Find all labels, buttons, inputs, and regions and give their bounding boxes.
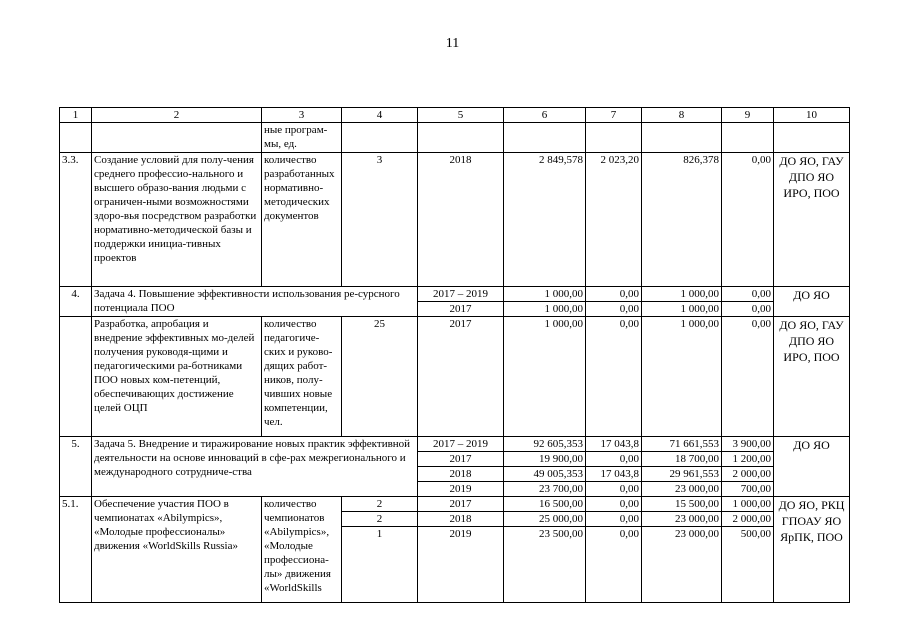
- table-row: [60, 497, 850, 512]
- funding-cell: 23 000,00: [642, 512, 722, 527]
- indicator-value: 1: [342, 527, 418, 603]
- funding-cell: 0,00: [722, 302, 774, 317]
- responsible-cell: ДО ЯО, ГАУ ДПО ЯО ИРО, ПОО: [774, 153, 850, 287]
- responsible-cell: ДО ЯО, РКЦ ГПОАУ ЯО ЯрПК, ПОО: [774, 497, 850, 603]
- task-title: Задача 5. Внедрение и тиражирование новых практик эффективной деятельности на основе инноваций в сфе-рах межрегионального и международного сотрудниче-ства: [92, 437, 418, 497]
- page-number: 11: [445, 36, 460, 51]
- total-cell: 1 000,00: [504, 317, 586, 437]
- total-cell: 16 500,00: [504, 497, 586, 512]
- indicator-cell: количество чемпионатов «Abilympics», «Молодые профессиона-лы» движения «WorldSkills: [262, 497, 342, 603]
- funding-cell: 15 500,00: [642, 497, 722, 512]
- header-cell: 3: [262, 108, 342, 123]
- header-cell: 7: [586, 108, 642, 123]
- funding-cell: 1 000,00: [642, 302, 722, 317]
- indicator-value: 2: [342, 497, 418, 512]
- funding-cell: 17 043,8: [586, 437, 642, 452]
- funding-cell: 23 000,00: [642, 482, 722, 497]
- year-cell: 2017 – 2019: [418, 437, 504, 452]
- table-row: [60, 123, 850, 153]
- year-cell: 2017 – 2019: [418, 287, 504, 302]
- measure-name: Разработка, апробация и внедрение эффективных мо-делей получения руководя-щими и педагогическими ра-ботниками ПОО новых ком-петенций, обеспечивающих достижение целей ОЦП: [92, 317, 262, 437]
- funding-cell: 700,00: [722, 482, 774, 497]
- funding-cell: 826,378: [642, 153, 722, 287]
- total-cell: 2 849,578: [504, 153, 586, 287]
- funding-cell: 0,00: [586, 452, 642, 467]
- funding-cell: 1 000,00: [722, 497, 774, 512]
- total-cell: 92 605,353: [504, 437, 586, 452]
- funding-cell: 3 900,00: [722, 437, 774, 452]
- total-cell: 1 000,00: [504, 302, 586, 317]
- year-cell: 2017: [418, 317, 504, 437]
- header-cell: 5: [418, 108, 504, 123]
- header-cell: 8: [642, 108, 722, 123]
- indicator-cell: количество разработанных нормативно-методических документов: [262, 153, 342, 287]
- year-cell: 2019: [418, 482, 504, 497]
- indicator-value: 25: [342, 317, 418, 437]
- funding-cell: 0,00: [586, 302, 642, 317]
- total-cell: 1 000,00: [504, 287, 586, 302]
- measure-name: Создание условий для полу-чения среднего профессио-нального и высшего образо-вания людьми с ограничен-ными возможностями здоро-вья посредством разработки нормативно-методической базы и поддержки инициа-тивных проектов: [92, 153, 262, 287]
- header-cell: 2: [92, 108, 262, 123]
- total-cell: 19 900,00: [504, 452, 586, 467]
- table-row: [60, 287, 850, 302]
- row-number: 5.1.: [60, 497, 92, 603]
- funding-cell: 0,00: [586, 287, 642, 302]
- total-cell: 49 005,353: [504, 467, 586, 482]
- funding-cell: 0,00: [722, 317, 774, 437]
- funding-cell: 500,00: [722, 527, 774, 603]
- row-number: 3.3.: [60, 153, 92, 287]
- year-cell: 2018: [418, 153, 504, 287]
- funding-cell: 1 200,00: [722, 452, 774, 467]
- header-cell: 9: [722, 108, 774, 123]
- total-cell: 25 000,00: [504, 512, 586, 527]
- year-cell: 2017: [418, 302, 504, 317]
- funding-cell: 0,00: [586, 512, 642, 527]
- responsible-cell: ДО ЯО: [774, 437, 850, 497]
- total-cell: 23 700,00: [504, 482, 586, 497]
- year-cell: 2019: [418, 527, 504, 603]
- year-cell: 2018: [418, 467, 504, 482]
- header-cell: 4: [342, 108, 418, 123]
- funding-cell: 0,00: [722, 287, 774, 302]
- funding-cell: 17 043,8: [586, 467, 642, 482]
- funding-cell: 0,00: [586, 527, 642, 603]
- funding-cell: 18 700,00: [642, 452, 722, 467]
- funding-cell: 2 023,20: [586, 153, 642, 287]
- funding-cell: 2 000,00: [722, 512, 774, 527]
- indicator-value: 2: [342, 512, 418, 527]
- table-row: [60, 317, 850, 437]
- funding-cell: 2 000,00: [722, 467, 774, 482]
- year-cell: 2018: [418, 512, 504, 527]
- year-cell: 2017: [418, 497, 504, 512]
- indicator-cell: ные програм-мы, ед.: [262, 123, 342, 153]
- table-row: [60, 153, 850, 287]
- funding-cell: 1 000,00: [642, 317, 722, 437]
- header-cell: 10: [774, 108, 850, 123]
- table-row: [60, 437, 850, 452]
- responsible-cell: ДО ЯО, ГАУ ДПО ЯО ИРО, ПОО: [774, 317, 850, 437]
- funding-cell: 29 961,553: [642, 467, 722, 482]
- program-table: [59, 107, 850, 603]
- funding-cell: 0,00: [722, 153, 774, 287]
- responsible-cell: ДО ЯО: [774, 287, 850, 317]
- funding-cell: 0,00: [586, 482, 642, 497]
- header-cell: 1: [60, 108, 92, 123]
- total-cell: 23 500,00: [504, 527, 586, 603]
- indicator-cell: количество педагогиче-ских и руково-дящих работ-ников, полу-чивших новые компетенции, чел.: [262, 317, 342, 437]
- year-cell: 2017: [418, 452, 504, 467]
- indicator-value: 3: [342, 153, 418, 287]
- header-cell: 6: [504, 108, 586, 123]
- funding-cell: 0,00: [586, 317, 642, 437]
- measure-name: Обеспечение участия ПОО в чемпионатах «Abilympics», «Молодые профессионалы» движения «WorldSkills Russia»: [92, 497, 262, 603]
- funding-cell: 0,00: [586, 497, 642, 512]
- funding-cell: 71 661,553: [642, 437, 722, 452]
- row-number: 4.: [60, 287, 92, 317]
- funding-cell: 23 000,00: [642, 527, 722, 603]
- header-row: [60, 108, 850, 123]
- task-title: Задача 4. Повышение эффективности использования ре-сурсного потенциала ПОО: [92, 287, 418, 317]
- row-number: 5.: [60, 437, 92, 497]
- funding-cell: 1 000,00: [642, 287, 722, 302]
